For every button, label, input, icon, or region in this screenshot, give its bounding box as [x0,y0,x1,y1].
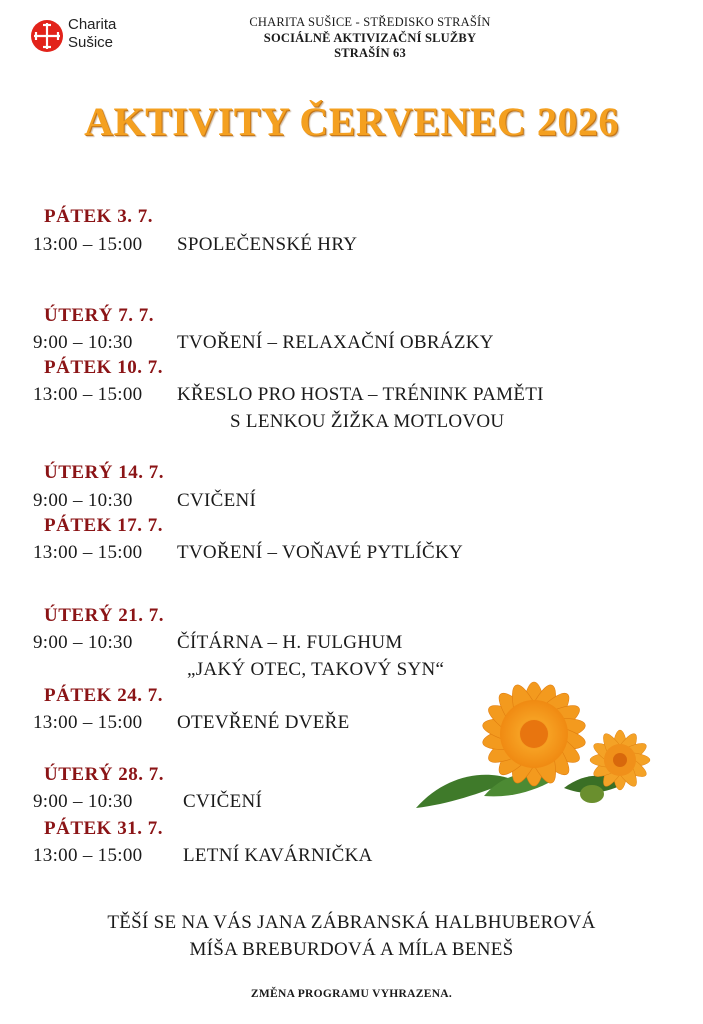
entry-activity: LETNÍ KAVÁRNIČKA [183,845,373,866]
logo-line-2: Sušice [68,34,114,51]
organization-header [200,15,540,62]
schedule-entry [33,632,403,654]
entry-time: 9:00 – 10:30 [33,632,133,653]
entry-time: 13:00 – 15:00 [33,712,143,733]
day-heading: PÁTEK 17. 7. [44,515,163,536]
day-heading: ÚTERÝ 28. 7. [44,764,165,785]
page-title: AKTIVITY ČERVENEC 2026 [84,99,619,144]
entry-activity: OTEVŘENÉ DVEŘE [177,712,350,733]
day-heading: ÚTERÝ 14. 7. [44,462,165,483]
entry-time: 9:00 – 10:30 [33,332,133,353]
entry-time: 9:00 – 10:30 [33,791,133,812]
program-change-note: ZMĚNA PROGRAMU VYHRAZENA. [250,988,453,1000]
org-line-3: STRAŠÍN 63 [334,46,406,60]
schedule-entry [33,384,544,406]
entry-time: 9:00 – 10:30 [33,490,133,511]
entry-time: 13:00 – 15:00 [33,845,143,866]
marigold-flower-icon [414,676,654,816]
day-heading: PÁTEK 3. 7. [44,206,153,227]
entry-activity: SPOLEČENSKÉ HRY [177,234,358,255]
entry-time: 13:00 – 15:00 [33,542,143,563]
entry-time: 13:00 – 15:00 [33,234,143,255]
org-line-2: SOCIÁLNĚ AKTIVIZAČNÍ SLUŽBY [263,30,477,45]
schedule-entry [33,791,262,813]
schedule-entry [33,234,357,256]
schedule-entry [33,332,494,354]
entry-activity: TVOŘENÍ – VOŇAVÉ PYTLÍČKY [177,542,463,563]
logo-line-1: Charita [68,16,117,33]
org-line-1: CHARITA SUŠICE - STŘEDISKO STRAŠÍN [249,15,491,29]
entry-activity: CVIČENÍ [183,791,263,812]
charita-cross-icon [30,19,64,53]
entry-activity: CVIČENÍ [177,490,257,511]
schedule-entry [33,490,256,512]
schedule-entry [33,712,350,734]
charita-logo [30,16,130,58]
entry-activity: TVOŘENÍ – RELAXAČNÍ OBRÁZKY [177,332,494,353]
schedule-entry [33,845,373,867]
entry-activity: KŘESLO PRO HOSTA – TRÉNINK PAMĚTI [177,384,544,405]
entry-activity-continued: S LENKOU ŽIŽKA MOTLOVOU [230,411,505,432]
day-heading: PÁTEK 10. 7. [44,357,163,378]
day-heading: ÚTERÝ 21. 7. [44,605,165,626]
logo-text [68,16,116,52]
entry-activity-continued: „JAKÝ OTEC, TAKOVÝ SYN“ [187,659,445,680]
day-heading: PÁTEK 31. 7. [44,818,163,839]
entry-time: 13:00 – 15:00 [33,384,143,405]
footer-line-1: TĚŠÍ SE NA VÁS JANA ZÁBRANSKÁ HALBHUBEROVÁ [107,912,596,933]
footer-line-2: MÍŠA BREBURDOVÁ A MÍLA BENEŠ [189,939,514,960]
schedule-entry [33,542,463,564]
day-heading: ÚTERÝ 7. 7. [44,305,155,326]
entry-activity: ČÍTÁRNA – H. FULGHUM [177,632,403,653]
day-heading: PÁTEK 24. 7. [44,685,163,706]
